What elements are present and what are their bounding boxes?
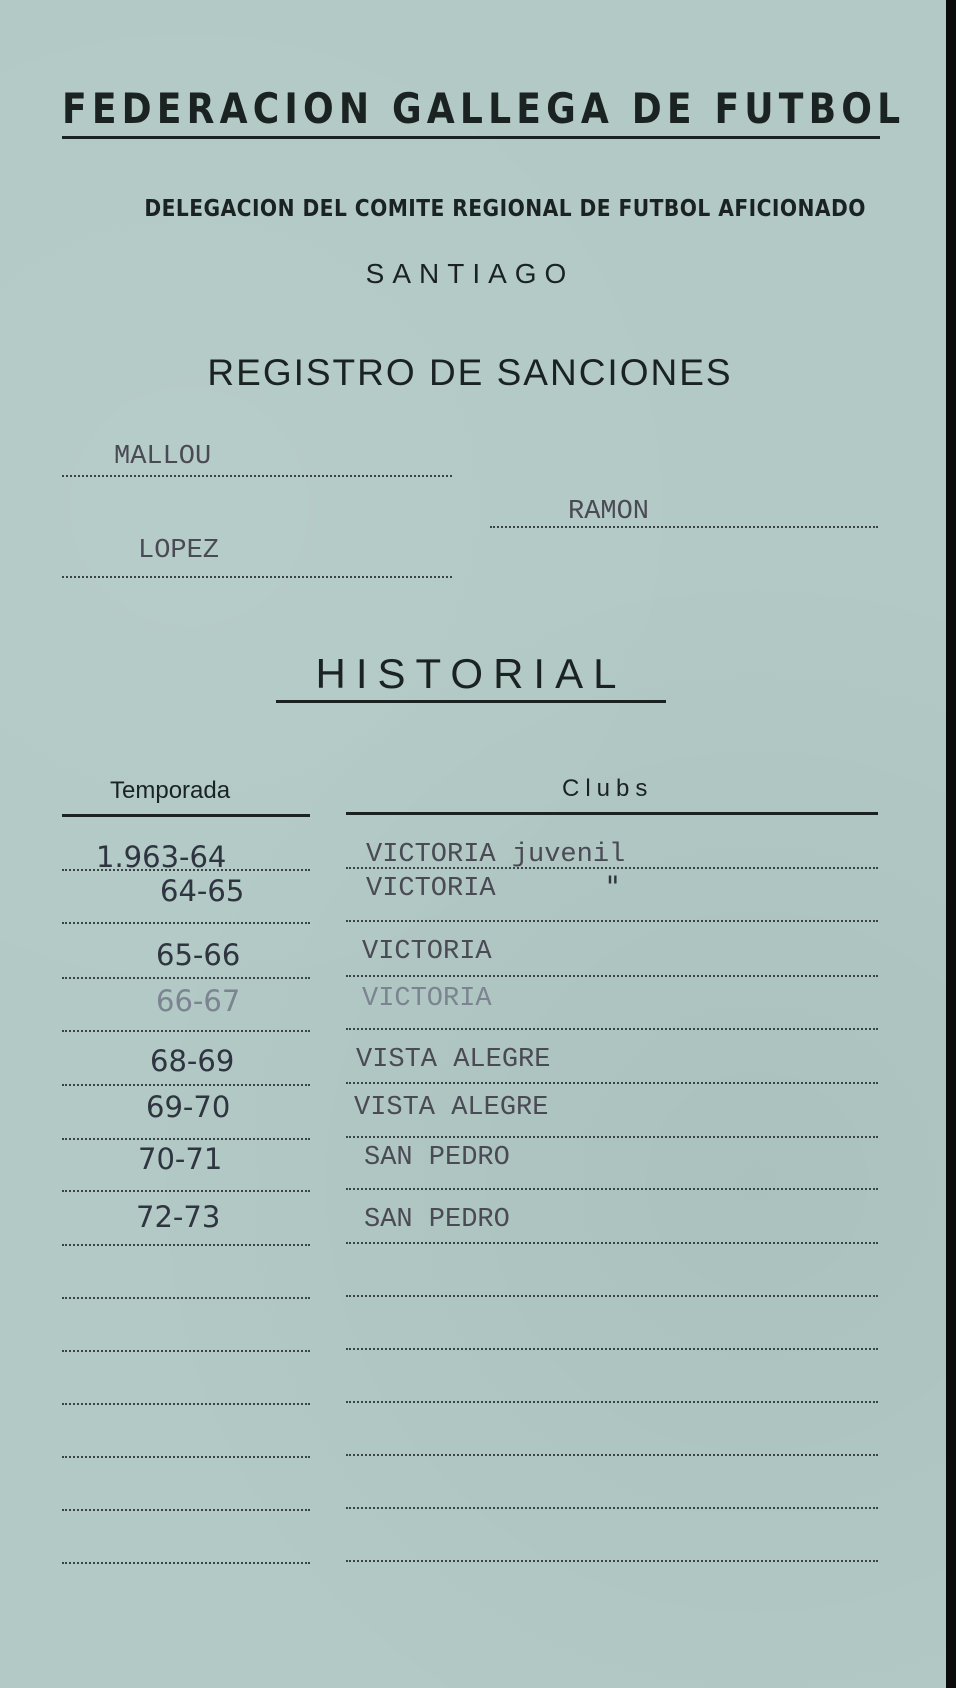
second-surname-line [62,576,452,578]
club-value: VISTA ALEGRE [354,1093,549,1123]
season-value: 64-65 [160,874,245,908]
row-line [62,1190,310,1192]
empty-row-line [62,1350,310,1352]
row-line [62,977,310,979]
history-underline [276,700,666,703]
row-line [62,869,310,871]
empty-row-line [62,1562,310,1564]
row-line [62,1244,310,1246]
empty-row-line [62,1297,310,1299]
club-value: VICTORIA [366,874,496,904]
season-value: 66-67 [156,984,241,1018]
row-line [346,1188,878,1190]
empty-row-line [346,1560,878,1562]
row-line [346,867,878,869]
row-line [346,1136,878,1138]
club-value: SAN PEDRO [364,1143,510,1173]
row-line [346,1082,878,1084]
row-line [62,1138,310,1140]
row-line [346,1242,878,1244]
club-value: VICTORIA [362,984,492,1014]
federation-title: FEDERACION GALLEGA DE FUTBOL [62,84,906,133]
row-line [62,922,310,924]
empty-row-line [62,1403,310,1405]
registry-title: REGISTRO DE SANCIONES [207,352,733,393]
season-value: 1.963-64 [96,840,227,874]
empty-row-line [346,1295,878,1297]
title-underline [62,136,880,139]
empty-row-line [346,1454,878,1456]
second-surname-value: LOPEZ [138,536,220,566]
clubs-header-rule [346,812,878,815]
city-name: SANTIAGO [365,258,575,289]
row-line [346,975,878,977]
empty-row-line [346,1401,878,1403]
ditto-mark: " [606,870,620,904]
club-value: VICTORIA [362,937,492,967]
row-line [346,920,878,922]
given-name-line [490,526,878,528]
season-value: 70-71 [138,1142,223,1176]
club-value: SAN PEDRO [364,1205,510,1235]
season-value: 68-69 [150,1044,235,1078]
empty-row-line [62,1509,310,1511]
season-value: 72-73 [136,1200,221,1234]
empty-row-line [62,1456,310,1458]
clubs-column-header: Clubs [562,775,654,802]
club-value: VISTA ALEGRE [356,1045,551,1075]
first-surname-value: MALLOU [114,442,212,472]
committee-subtitle: DELEGACION DEL COMITE REGIONAL DE FUTBOL AFICIONADO [144,196,866,222]
empty-row-line [346,1507,878,1509]
season-value: 69-70 [146,1090,231,1124]
club-value: VICTORIA juvenil [366,840,626,870]
history-heading: HISTORIAL [315,650,627,697]
first-surname-line [62,475,452,477]
empty-row-line [346,1348,878,1350]
row-line [346,1028,878,1030]
season-column-header: Temporada [110,777,231,804]
given-name-value: RAMON [568,497,650,527]
season-value: 65-66 [156,938,241,972]
row-line [62,1030,310,1032]
row-line [62,1084,310,1086]
season-header-rule [62,814,310,817]
